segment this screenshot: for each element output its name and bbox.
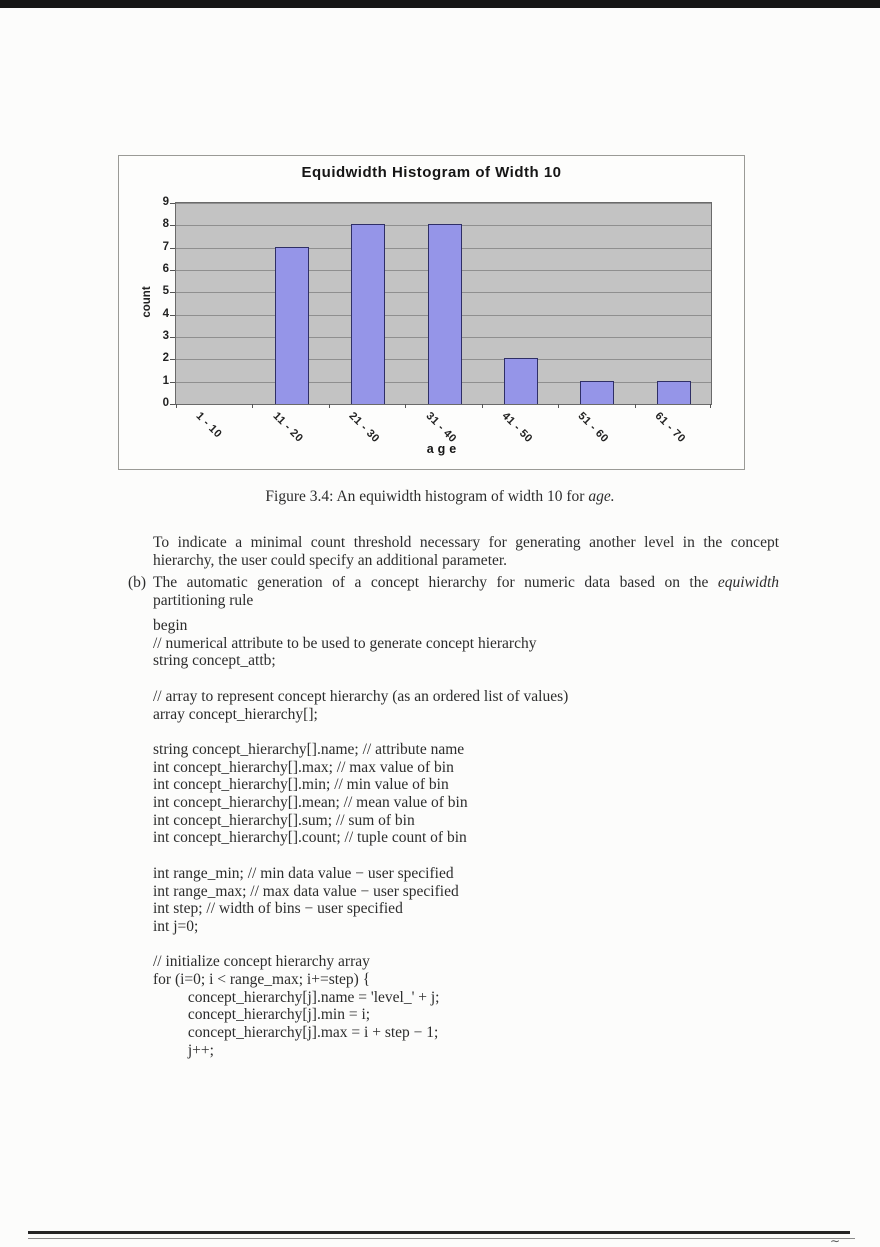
code-line: j++; — [153, 1041, 214, 1059]
y-tick-label: 0 — [162, 397, 169, 409]
code-line: string concept_hierarchy[].name; // attribute name — [153, 740, 465, 758]
y-tick-label: 4 — [162, 307, 169, 320]
code-line: for (i=0; i < range_max; i+=step) { — [153, 971, 371, 989]
chart-title: Equidwidth Histogram of Width 10 — [301, 164, 562, 181]
histogram-bar — [275, 247, 309, 404]
code-line — [153, 670, 801, 688]
figure-caption-text: Figure 3.4: An equiwidth histogram of width 10 for — [265, 488, 589, 505]
list-item-text — [153, 574, 779, 610]
x-tick-mark — [329, 404, 330, 408]
y-tick-mark — [170, 203, 175, 204]
footer-rule-thin — [28, 1238, 855, 1239]
x-tick-mark — [635, 404, 636, 408]
list-item-text-post: partitioning rule — [153, 592, 254, 609]
code-line: array concept_hierarchy[]; — [153, 705, 318, 723]
code-line: int concept_hierarchy[].sum; // sum of bin — [153, 811, 415, 829]
list-item-marker: (b) — [128, 574, 147, 591]
y-tick-mark — [170, 337, 175, 338]
y-tick-label: 1 — [162, 374, 169, 387]
code-line: int concept_hierarchy[].max; // max value of bin — [153, 758, 454, 776]
histogram-bar — [580, 381, 614, 404]
gridline — [176, 203, 711, 204]
x-tick-label: 51 - 60 — [575, 410, 612, 446]
footer-mark: ∼ — [830, 1234, 841, 1247]
x-tick-mark — [252, 404, 253, 408]
y-tick-label: 5 — [162, 285, 169, 298]
y-tick-label: 8 — [162, 218, 169, 231]
y-tick-mark — [170, 315, 175, 316]
x-tick-mark — [482, 404, 483, 408]
code-line: concept_hierarchy[j].min = i; — [153, 1006, 371, 1024]
code-line — [153, 847, 801, 865]
x-tick-mark — [405, 404, 406, 408]
x-tick-label: 61 - 70 — [652, 410, 688, 446]
x-tick-mark — [710, 404, 711, 408]
y-tick-mark — [170, 359, 175, 360]
figure-box — [118, 155, 745, 470]
code-line: int step; // width of bins − user specified — [153, 900, 403, 918]
code-line: string concept_attb; — [153, 652, 276, 670]
y-tick-label: 2 — [162, 352, 169, 365]
y-tick-mark — [170, 404, 175, 405]
y-tick-mark — [170, 225, 175, 226]
y-tick-label: 7 — [162, 240, 169, 253]
x-axis-label: age — [426, 442, 461, 456]
code-line: int concept_hierarchy[].mean; // mean value of bin — [153, 794, 468, 812]
x-tick-label: 1 - 10 — [193, 410, 225, 441]
histogram-bar — [351, 224, 385, 404]
histogram-bar — [428, 224, 462, 404]
histogram-bar — [657, 381, 691, 404]
plot-area — [175, 202, 712, 405]
page-top-edge — [0, 0, 880, 8]
y-axis-label: count — [141, 286, 153, 318]
code-line — [153, 936, 801, 954]
x-tick-mark — [558, 404, 559, 408]
x-tick-label: 41 - 50 — [499, 410, 535, 446]
y-tick-label: 9 — [162, 196, 169, 208]
x-tick-label: 11 - 20 — [270, 410, 305, 445]
y-tick-label: 6 — [162, 263, 169, 275]
code-line: // initialize concept hierarchy array — [153, 953, 370, 971]
histogram-bar — [504, 358, 538, 404]
code-line: begin — [153, 617, 188, 634]
code-line: int range_max; // max data value − user specified — [153, 882, 459, 900]
x-tick-label: 21 - 30 — [346, 410, 382, 446]
code-line: int j=0; — [153, 917, 199, 935]
paragraph: To indicate a minimal count threshold necessary for generating another level in the concept hierarchy, the user could specify an additional parameter. — [153, 534, 779, 569]
y-tick-mark — [170, 382, 175, 383]
code-line: int range_min; // min data value − user specified — [153, 864, 454, 882]
figure-caption-italic: age. — [588, 488, 615, 505]
code-line: // numerical attribute to be used to generate concept hierarchy — [153, 634, 537, 652]
code-line: // array to represent concept hierarchy (as an ordered list of values) — [153, 687, 569, 705]
y-tick-mark — [170, 270, 175, 271]
code-line: int concept_hierarchy[].count; // tuple count of bin — [153, 829, 467, 847]
pseudocode-block — [153, 617, 801, 1060]
figure-caption — [0, 488, 880, 506]
code-line: int concept_hierarchy[].min; // min value of bin — [153, 776, 449, 794]
y-tick-label: 3 — [162, 330, 169, 342]
x-tick-mark — [176, 404, 177, 408]
list-item-text-italic: equiwidth — [717, 574, 779, 591]
code-line — [153, 723, 801, 741]
y-tick-mark — [170, 248, 175, 249]
list-item-text-pre: The automatic generation of a concept hierarchy for numeric data based on the — [153, 574, 718, 591]
y-tick-mark — [170, 292, 175, 293]
x-tick-label: 31 - 40 — [423, 410, 459, 446]
code-line: concept_hierarchy[j].name = 'level_' + j; — [153, 988, 440, 1006]
footer-rule — [28, 1231, 850, 1234]
code-line: concept_hierarchy[j].max = i + step − 1; — [153, 1024, 439, 1042]
